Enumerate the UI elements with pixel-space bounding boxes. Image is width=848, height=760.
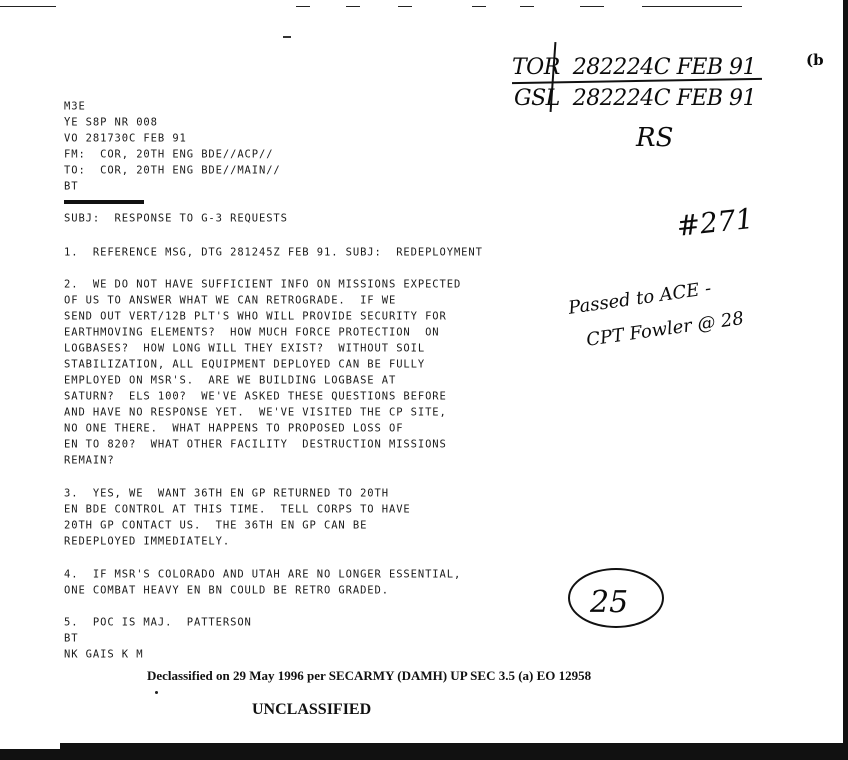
msg-header-line: M3E	[64, 100, 86, 113]
msg-paragraph-2-line: STABILIZATION, ALL EQUIPMENT DEPLOYED CAN BE FULLY	[64, 358, 426, 371]
scan-top-rule	[642, 6, 742, 7]
msg-to-line: TO: COR, 20TH ENG BDE//MAIN//	[64, 164, 281, 177]
scan-bottom-edge	[0, 743, 848, 760]
msg-paragraph-3-line: 3. YES, WE WANT 36TH EN GP RETURNED TO 20TH	[64, 487, 389, 500]
scan-top-rule	[520, 6, 534, 7]
scan-right-edge	[843, 0, 848, 760]
msg-paragraph-3-line: REDEPLOYED IMMEDIATELY.	[64, 535, 231, 548]
msg-paragraph-3-line: 20TH GP CONTACT US. THE 36TH EN GP CAN BE	[64, 519, 368, 532]
scan-top-rule	[346, 6, 360, 7]
msg-paragraph-2-line: 2. WE DO NOT HAVE SUFFICIENT INFO ON MISSIONS EXPECTED	[64, 278, 462, 291]
msg-paragraph-2-line: EN TO 820? WHAT OTHER FACILITY DESTRUCTION MISSIONS	[64, 438, 447, 451]
msg-header-line: ΥE S8P NR 008	[64, 116, 158, 129]
scan-bottom-edge-notch	[0, 743, 60, 749]
msg-paragraph-5: 5. POC IS MAJ. PATTERSON	[64, 616, 252, 629]
scan-top-rule	[296, 6, 310, 7]
msg-from-line: FM: COR, 20TH ENG BDE//ACP//	[64, 148, 274, 161]
msg-paragraph-2-line: SEND OUT VERT/12B PLT'S WHO WILL PROVIDE SECURITY FOR	[64, 310, 447, 323]
scan-top-rule	[0, 6, 56, 7]
scan-speck	[155, 691, 158, 694]
msg-paragraph-3-line: EN BDE CONTROL AT THIS TIME. TELL CORPS TO HAVE	[64, 503, 411, 516]
msg-paragraph-2-line: LOGBASES? HOW LONG WILL THEY EXIST? WITHOUT SOIL	[64, 342, 426, 355]
msg-paragraph-2-line: NO ONE THERE. WHAT HAPPENS TO PROPOSED LOSS OF	[64, 422, 404, 435]
msg-break-line: BT	[64, 632, 79, 645]
msg-paragraph-2-line: EARTHMOVING ELEMENTS? HOW MUCH FORCE PROTECTION ON	[64, 326, 440, 339]
msg-dtg-line: VO 281730C FEB 91	[64, 132, 187, 145]
msg-subject-line: SUBJ: RESPONSE TO G-3 REQUESTS	[64, 212, 288, 225]
msg-paragraph-2-line: SATURN? ELS 100? WE'VE ASKED THESE QUESTIONS BEFORE	[64, 390, 447, 403]
handwritten-note: CPT Fowler @ 28	[585, 307, 746, 351]
handwritten-dtg-tor: TOR 282224C FEB 91	[512, 55, 757, 80]
handwritten-initials: RS	[636, 123, 674, 153]
msg-end-line: NK GAIS K M	[64, 648, 144, 661]
margin-mark: (b	[806, 51, 824, 69]
msg-paragraph-2-line: REMAIN?	[64, 454, 115, 467]
scan-top-rule	[472, 6, 486, 7]
msg-break-line: BT	[64, 180, 79, 193]
msg-paragraph-4-line: ONE COMBAT HEAVY EN BN COULD BE RETRO GRADED.	[64, 584, 389, 597]
classification-marking: UNCLASSIFIED	[252, 701, 372, 718]
msg-paragraph-2-line: OF US TO ANSWER WHAT WE CAN RETROGRADE. IF WE	[64, 294, 397, 307]
circled-number: 25	[590, 585, 629, 620]
scan-speck	[283, 36, 291, 38]
handwritten-number: #271	[675, 201, 755, 243]
declassification-line: Declassified on 29 May 1996 per SECARMY (DAMH) UP SEC 3.5 (a) EO 12958	[147, 668, 592, 683]
msg-paragraph-2-line: AND HAVE NO RESPONSE YET. WE'VE VISITED THE CP SITE,	[64, 406, 447, 419]
msg-paragraph-1: 1. REFERENCE MSG, DTG 281245Z FEB 91. SUBJ: REDEPLOYMENT	[64, 246, 483, 259]
scan-top-rule	[398, 6, 412, 7]
handwritten-note: Passed to ACE -	[567, 277, 713, 319]
msg-paragraph-2-line: EMPLOYED ON MSR'S. ARE WE BUILDING LOGBASE AT	[64, 374, 397, 387]
msg-paragraph-4-line: 4. IF MSR'S COLORADO AND UTAH ARE NO LONGER ESSENTIAL,	[64, 568, 462, 581]
redaction-bar	[64, 200, 144, 204]
scan-top-rule	[580, 6, 604, 7]
handwritten-dtg-gsl: GSL 282224C FEB 91	[514, 86, 757, 111]
